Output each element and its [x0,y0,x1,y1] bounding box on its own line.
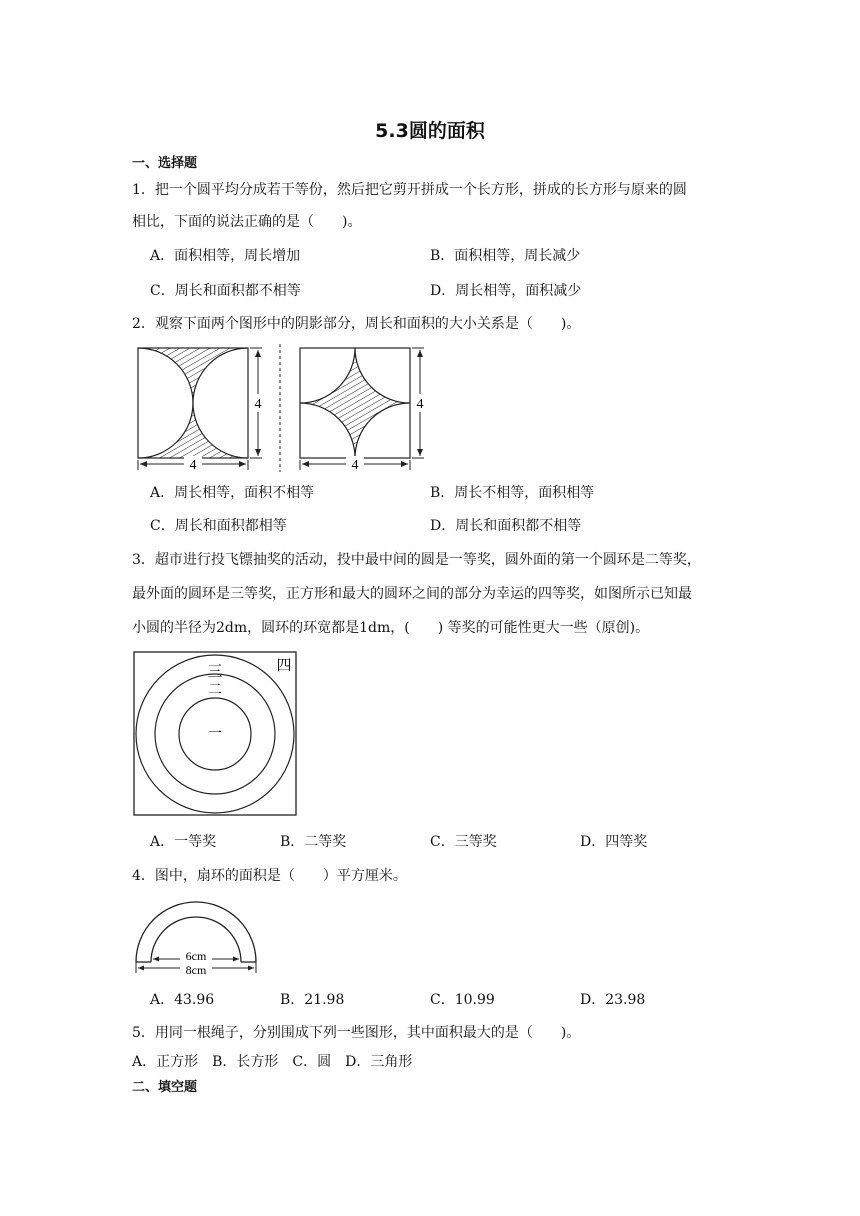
q3-option-d: D．四等奖 [580,834,648,850]
page-title: 5.3圆的面积 [375,120,485,142]
q2-option-d: D．周长和面积都不相等 [430,518,582,534]
q4-option-b: B．21.98 [280,992,345,1008]
q4-option-d: D．23.98 [580,992,646,1008]
q4-option-a: A．43.96 [150,992,215,1008]
q3-stem-line1: 3．超市进行投飞镖抽奖的活动，投中最中间的圆是一等奖，圆外面的第一个圆环是二等奖， [132,552,701,568]
q4-outer-diameter-label: 8cm [185,963,207,977]
q1-option-a: A．面积相等，周长增加 [150,248,301,264]
q2-figures [130,342,430,474]
q3-option-a: A．一等奖 [150,834,217,850]
q3-option-b: B．二等奖 [280,834,347,850]
q2-left-figure [138,348,262,470]
q4-inner-diameter-label: 6cm [185,949,207,963]
q4-sector-ring-figure [130,898,262,978]
q1-stem-line2: 相比，下面的说法正确的是（ )。 [132,214,362,230]
q2-right-figure [300,348,424,470]
q4-stem: 4．图中，扇环的面积是（ ）平方厘米。 [132,868,407,884]
q5-stem: 5．用同一根绳子，分别围成下列一些图形，其中面积最大的是（ )。 [132,1025,581,1041]
q3-label-four: 四 [276,658,292,674]
section-choice-heading: 一、选择题 [132,156,198,171]
q2-option-b: B．周长不相等，面积相等 [430,485,595,501]
q3-stem-line2: 最外面的圆环是三等奖，正方形和最大的圆环之间的部分为幸运的四等奖，如图所示已知最 [132,586,692,602]
q2-left-width-label: 4 [189,458,197,473]
q4-option-c: C．10.99 [430,992,495,1008]
q5-options: A．正方形 B．长方形 C．圆 D．三角形 [132,1054,413,1070]
q3-label-one: 一 [208,727,222,742]
q1-option-c: C．周长和面积都不相等 [150,283,301,299]
q3-label-two: 二 [208,683,222,698]
q3-label-three: 三 [207,664,223,680]
q2-right-width-label: 4 [351,458,359,473]
q3-stem-line3: 小圆的半径为2dm，圆环的环宽都是1dm，( ) 等奖的可能性更大一些（原创)。 [132,620,650,636]
q3-dartboard-figure [132,650,298,818]
section-fill-heading: 二、填空题 [132,1080,198,1095]
q3-option-c: C．三等奖 [430,834,497,850]
q2-option-a: A．周长相等，面积不相等 [150,485,315,501]
q1-option-b: B．面积相等，周长减少 [430,248,581,264]
q1-stem-line1: 1．把一个圆平均分成若干等份，然后把它剪开拼成一个长方形，拼成的长方形与原来的圆 [132,182,687,198]
q2-option-c: C．周长和面积都相等 [150,518,287,534]
q2-stem: 2．观察下面两个图形中的阴影部分，周长和面积的大小关系是（ )。 [132,316,581,332]
q2-right-height-label: 4 [416,397,424,412]
q2-left-height-label: 4 [254,397,262,412]
q1-option-d: D．周长相等，面积减少 [430,283,582,299]
